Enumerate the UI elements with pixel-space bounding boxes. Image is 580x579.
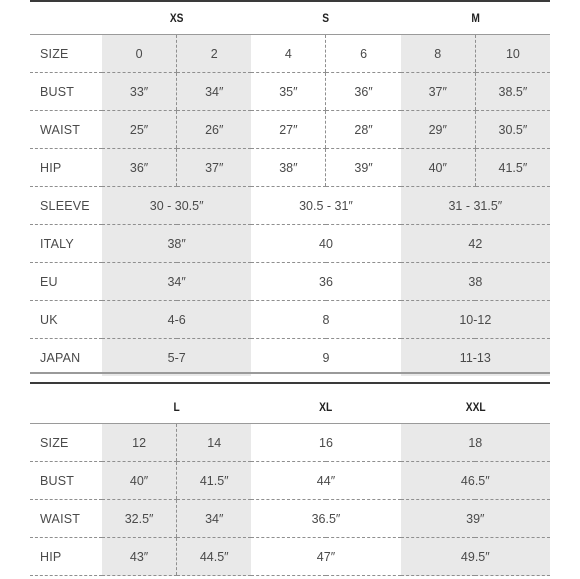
table-cell: 37″ xyxy=(177,149,252,187)
row-label: HIP xyxy=(30,538,102,576)
size-group-s: S xyxy=(322,11,330,25)
table-row xyxy=(30,538,550,576)
table-cell: 5-7 xyxy=(102,339,251,377)
table-2-top-rule xyxy=(30,382,550,384)
table-cell: 42 xyxy=(401,225,550,263)
table-cell: 34″ xyxy=(102,263,251,301)
table-cell: 30.5 - 31″ xyxy=(251,187,400,225)
table-cell: 38″ xyxy=(251,149,326,187)
table-row xyxy=(30,462,550,500)
table-cell: 36.5″ xyxy=(251,500,400,538)
table-cell: 32.5″ xyxy=(102,500,177,538)
table-cell: 9 xyxy=(322,350,330,365)
table-1-bottom-rule xyxy=(30,372,550,374)
table-row xyxy=(30,111,550,149)
table-cell: 8 xyxy=(251,301,400,339)
table-cell: 0 xyxy=(102,35,177,73)
table-row xyxy=(30,187,550,225)
table-cell: 10-12 xyxy=(401,301,550,339)
table-cell: 26″ xyxy=(177,111,252,149)
table-cell: 36″ xyxy=(326,73,401,111)
size-header-row xyxy=(30,2,550,35)
size-group-l: L xyxy=(173,400,180,414)
table-cell: 4 xyxy=(251,35,326,73)
table-row xyxy=(30,149,550,187)
row-label: WAIST xyxy=(30,111,102,149)
table-cell: 44.5″ xyxy=(177,538,252,576)
table-cell: 40 xyxy=(251,225,400,263)
table-row xyxy=(30,263,550,301)
row-label: SIZE xyxy=(30,35,102,73)
table-cell: 25″ xyxy=(102,111,177,149)
table-cell: 43″ xyxy=(102,538,177,576)
table-cell: 10 xyxy=(475,35,550,73)
header-spacer xyxy=(30,2,102,35)
table-cell: 44″ xyxy=(251,462,400,500)
table-cell: 49.5″ xyxy=(401,538,550,576)
table-cell: 39″ xyxy=(326,149,401,187)
row-label: UK xyxy=(30,301,102,339)
row-label: SIZE xyxy=(30,424,102,462)
table-cell: 2 xyxy=(177,35,252,73)
row-label: BUST xyxy=(30,73,102,111)
table-cell: 46.5″ xyxy=(401,462,550,500)
table-cell: 36 xyxy=(251,263,400,301)
size-group-xs: XS xyxy=(169,11,184,25)
table-cell: 4-6 xyxy=(102,301,251,339)
table-cell: 35″ xyxy=(251,73,326,111)
size-group-xxl: XXL xyxy=(465,400,486,414)
table-cell: 29″ xyxy=(401,111,476,149)
table-cell: 40″ xyxy=(401,149,476,187)
table-cell: 38″ xyxy=(102,225,251,263)
table-cell: 30.5″ xyxy=(475,111,550,149)
table-cell: 36″ xyxy=(102,149,177,187)
table-cell: 41.5″ xyxy=(177,462,252,500)
row-label: JAPAN xyxy=(40,350,81,365)
row-label: SLEEVE xyxy=(30,187,102,225)
table-cell: 8 xyxy=(401,35,476,73)
table-cell: 33″ xyxy=(102,73,177,111)
table-row xyxy=(30,73,550,111)
table-cell: 38 xyxy=(401,263,550,301)
size-chart-table-1 xyxy=(30,2,550,376)
table-cell: 31 - 31.5″ xyxy=(401,187,550,225)
table-cell: 40″ xyxy=(102,462,177,500)
size-header-row xyxy=(30,391,550,424)
row-label: BUST xyxy=(30,462,102,500)
table-cell: 14 xyxy=(177,424,252,462)
header-spacer xyxy=(30,391,102,424)
table-cell: 6 xyxy=(326,35,401,73)
table-row xyxy=(30,500,550,538)
size-group-m: M xyxy=(471,11,480,25)
table-cell: 47″ xyxy=(251,538,400,576)
table-cell: 28″ xyxy=(326,111,401,149)
table-row xyxy=(30,301,550,339)
table-cell: 34″ xyxy=(177,500,252,538)
table-row xyxy=(30,225,550,263)
table-cell: 18 xyxy=(401,424,550,462)
table-cell: 16 xyxy=(251,424,400,462)
row-label: WAIST xyxy=(30,500,102,538)
row-label: HIP xyxy=(30,149,102,187)
table-row xyxy=(30,339,550,377)
table-row xyxy=(30,35,550,73)
table-cell: 27″ xyxy=(251,111,326,149)
table-cell: 37″ xyxy=(401,73,476,111)
table-cell: 11-13 xyxy=(401,339,550,377)
size-chart-table-2 xyxy=(30,391,550,576)
table-cell: 41.5″ xyxy=(475,149,550,187)
table-cell: 38.5″ xyxy=(475,73,550,111)
table-cell: 39″ xyxy=(401,500,550,538)
row-label: ITALY xyxy=(30,225,102,263)
table-cell: 12 xyxy=(102,424,177,462)
table-row xyxy=(30,424,550,462)
row-label: EU xyxy=(30,263,102,301)
table-cell: 34″ xyxy=(177,73,252,111)
table-cell: 30 - 30.5″ xyxy=(102,187,251,225)
size-group-xl: XL xyxy=(319,400,333,414)
